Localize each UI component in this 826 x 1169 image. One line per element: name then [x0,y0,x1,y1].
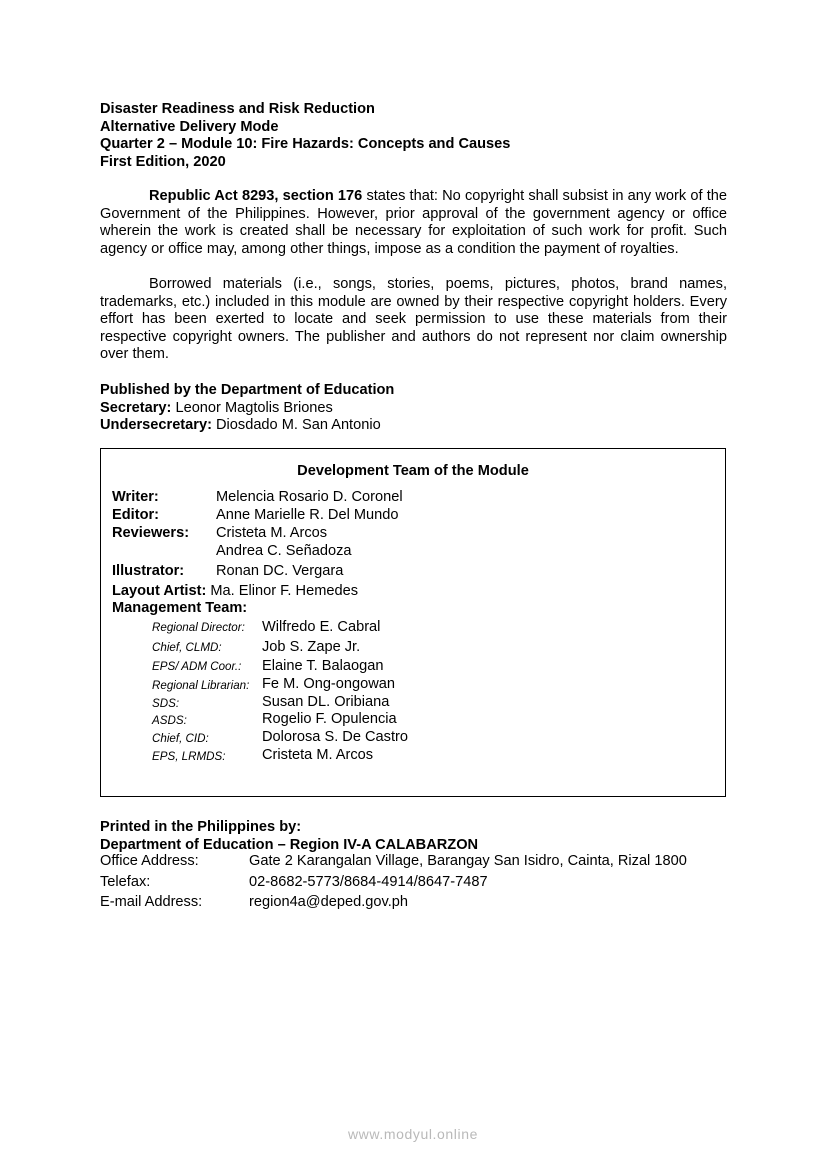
illustrator-name: Ronan DC. Vergara [216,563,344,579]
management-name: Susan DL. Oribiana [262,694,390,710]
borrowed-text: Borrowed materials (i.e., songs, stories, poems, pictures, photos, brand names, trademarks, etc.) included in this module are owned by their respective copyright holders. Every effort has been exerted to locate and seek permission to use these materials from their respective copyright owners. The publisher and authors do not represent nor claim ownership over them. [100,276,727,363]
borrowed-paragraph [100,276,727,364]
management-name: Elaine T. Balaogan [262,658,384,674]
copyright-text: states that: No copyright shall subsist in any work of the Government of the Philippines. However, prior approval of the government agency or office wherein the work is created shall be necessary for exploitation of such work for profit. Such agency or office may, among other things, impose as a condition the payment of royalties. [100,188,727,257]
management-role: Chief, CID: [152,732,209,745]
editor-label: Editor: [112,507,160,523]
undersecretary-name: Diosdado M. San Antonio [211,417,381,433]
copyright-lead: Republic Act 8293, section 176 [149,188,363,204]
edition: First Edition, 2020 [100,154,226,170]
telefax-label: Telefax: [100,874,151,890]
layout-artist-name: Ma. Elinor F. Hemedes [206,583,358,599]
writer-name: Melencia Rosario D. Coronel [216,489,403,505]
writer-label: Writer: [112,489,159,505]
office-address-label: Office Address: [100,853,199,869]
copyright-paragraph [100,188,727,258]
undersecretary-line [100,416,381,434]
management-role: Regional Director: [152,621,245,634]
reviewers-label: Reviewers: [112,525,190,541]
layout-artist-label: Layout Artist: [112,583,207,599]
printed-in: Printed in the Philippines by: [100,819,302,835]
management-role: SDS: [152,697,180,710]
management-role: Regional Librarian: [152,679,250,692]
management-role: ASDS: [152,714,187,727]
management-role: EPS, LRMDS: [152,750,226,763]
secretary-label: Secretary: [100,400,172,416]
management-name: Cristeta M. Arcos [262,747,374,763]
publisher-heading: Published by the Department of Education [100,382,395,398]
management-role: Chief, CLMD: [152,641,222,654]
office-address-value: Gate 2 Karangalan Village, Barangay San Isidro, Cainta, Rizal 1800 [249,853,687,869]
watermark: www.modyul.online [347,1126,479,1142]
email-value: region4a@deped.gov.ph [249,894,408,910]
email-label: E-mail Address: [100,894,203,910]
printer-name: Department of Education – Region IV-A CALABARZON [100,837,479,853]
development-team-box [100,448,726,797]
secretary-line [100,399,333,417]
reviewer-name: Cristeta M. Arcos [216,525,328,541]
management-name: Wilfredo E. Cabral [262,619,381,635]
management-name: Fe M. Ong-ongowan [262,676,396,692]
secretary-name: Leonor Magtolis Briones [171,400,333,416]
management-team-label: Management Team: [112,600,248,616]
undersecretary-label: Undersecretary: [100,417,212,433]
reviewer-name: Andrea C. Señadoza [216,543,352,559]
delivery-mode: Alternative Delivery Mode [100,119,279,135]
editor-name: Anne Marielle R. Del Mundo [216,507,399,523]
telefax-value: 02-8682-5773/8684-4914/8647-7487 [249,874,488,890]
layout-artist-line [112,583,358,599]
module-title: Quarter 2 – Module 10: Fire Hazards: Concepts and Causes [100,136,511,152]
management-role: EPS/ ADM Coor.: [152,660,242,673]
illustrator-label: Illustrator: [112,563,185,579]
management-name: Job S. Zape Jr. [262,639,361,655]
team-title: Development Team of the Module [297,463,529,479]
management-name: Dolorosa S. De Castro [262,729,408,745]
module-subject: Disaster Readiness and Risk Reduction [100,101,375,117]
management-name: Rogelio F. Opulencia [262,711,397,727]
